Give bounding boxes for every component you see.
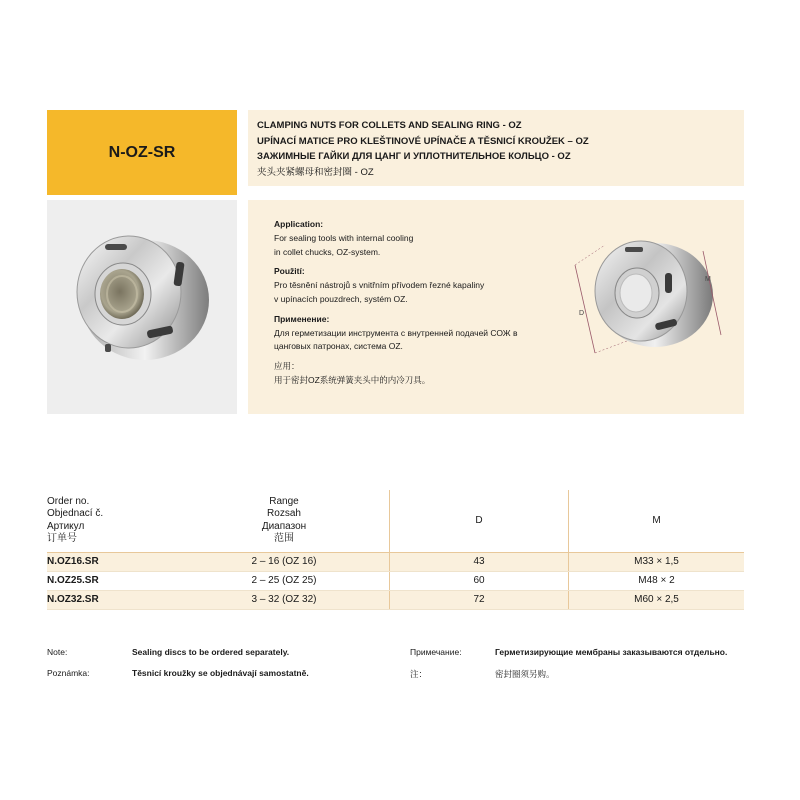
header-range	[179, 490, 390, 552]
application-heading-en: Application:	[274, 219, 324, 229]
application-line-ru-1: Для герметизации инструмента с внутренней подачей СОЖ в	[274, 327, 518, 338]
note-en-text: Sealing discs to be ordered separately.	[132, 647, 290, 657]
description-text	[274, 218, 574, 388]
header-range-en: Range	[269, 495, 299, 507]
note-zh-label: 注：	[410, 669, 428, 679]
title-zh: 夹头夹紧螺母和密封圈 - OZ	[257, 166, 374, 178]
header-order-ru: Артикул	[47, 520, 85, 532]
application-heading-zh: 应用：	[274, 361, 300, 372]
cell-d: 72	[390, 590, 569, 609]
title-cs: UPÍNACÍ MATICE PRO KLEŠTINOVÉ UPÍNAČE A TĚSNICÍ KROUŽEK – OZ	[257, 135, 589, 147]
note-ru-label: Примечание:	[410, 647, 462, 657]
application-heading-ru: Применение:	[274, 313, 330, 324]
note-zh-text: 密封圈须另购。	[495, 669, 555, 679]
title-ru: ЗАЖИМНЫЕ ГАЙКИ ДЛЯ ЦАНГ И УПЛОТНИТЕЛЬНОЕ КОЛЬЦО - OZ	[257, 151, 571, 162]
application-line-en-1: For sealing tools with internal cooling	[274, 232, 414, 243]
header-range-ru: Диапазон	[261, 520, 307, 532]
application-heading-cs: Použití:	[274, 266, 305, 277]
cell-order: N.OZ32.SR	[47, 590, 179, 609]
product-code: N-OZ-SR	[108, 143, 176, 161]
note-cs-text: Těsnicí kroužky se objednávají samostatně.	[132, 668, 309, 678]
application-line-cs-1: Pro těsnění nástrojů s vnitřním přívodem řezné kapaliny	[274, 280, 485, 291]
header-m: M	[569, 490, 745, 552]
application-line-cs-2: v upínacích pouzdrech, systém OZ.	[274, 293, 408, 304]
header-order	[47, 490, 179, 552]
note-ru-text: Герметизирующие мембраны заказываются отдельно.	[495, 647, 728, 657]
title-block	[248, 110, 744, 186]
header-order-en: Order no.	[47, 495, 90, 507]
table-row	[47, 590, 744, 609]
diagram-label-m: M	[705, 276, 711, 283]
nut-dimension-diagram	[565, 225, 735, 375]
diagram-label-d: D	[579, 310, 585, 317]
cell-range: 3 – 32 (OZ 32)	[179, 590, 390, 609]
note-cs-label: Poznámka:	[47, 668, 90, 678]
table-header-row	[47, 490, 744, 552]
header-d: D	[390, 490, 569, 552]
cell-order: N.OZ16.SR	[47, 552, 179, 571]
title-en: CLAMPING NUTS FOR COLLETS AND SEALING RING - OZ	[257, 120, 522, 131]
cell-m: M33 × 1,5	[569, 552, 745, 571]
cell-m: M48 × 2	[569, 571, 745, 590]
application-line-zh-1: 用于密封OZ系统弹簧夹头中的内冷刀具。	[274, 374, 431, 385]
application-line-ru-2: цанговых патронах, система OZ.	[274, 341, 403, 352]
cell-range: 2 – 16 (OZ 16)	[179, 552, 390, 571]
header-range-zh: 范围	[274, 533, 294, 545]
note-en-label: Note:	[47, 647, 68, 657]
table-row	[47, 552, 744, 571]
header-range-cs: Rozsah	[267, 508, 301, 520]
cell-d: 60	[390, 571, 569, 590]
spec-table	[47, 490, 744, 610]
product-code-box	[47, 110, 237, 195]
cell-d: 43	[390, 552, 569, 571]
dimension-drawing	[565, 225, 735, 375]
cell-m: M60 × 2,5	[569, 590, 745, 609]
clamping-nut-image	[47, 200, 237, 414]
table-row	[47, 571, 744, 590]
header-order-cs: Objednací č.	[47, 508, 104, 520]
application-line-en-2: in collet chucks, OZ-system.	[274, 246, 381, 257]
header-order-zh: 订单号	[47, 533, 77, 545]
product-photo	[47, 200, 237, 414]
cell-order: N.OZ25.SR	[47, 571, 179, 590]
cell-range: 2 – 25 (OZ 25)	[179, 571, 390, 590]
